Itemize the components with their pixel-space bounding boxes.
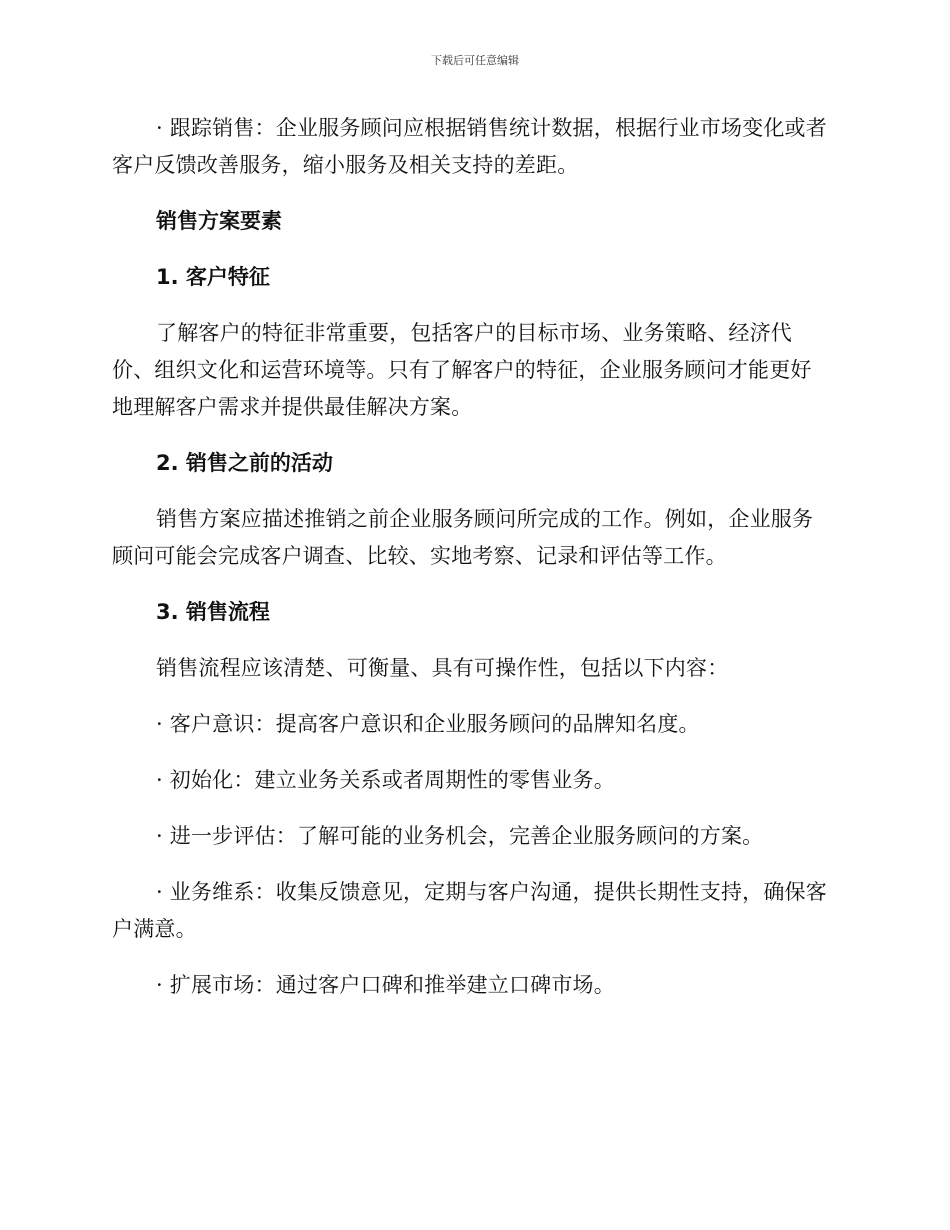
paragraph-pre-sales-activities: 销售方案应描述推销之前企业服务顾问所完成的工作。例如，企业服务顾问可能会完成客户调查、比较、实地考察、记录和评估等工作。: [112, 507, 814, 568]
bullet-further-evaluation: · 进一步评估：了解可能的业务机会，完善企业服务顾问的方案。: [156, 824, 764, 848]
subheading-customer-characteristics: 1. 客户特征: [156, 265, 270, 289]
bullet-customer-awareness: · 客户意识：提高客户意识和企业服务顾问的品牌知名度。: [156, 712, 700, 736]
subheading-sales-process: 3. 销售流程: [156, 600, 270, 624]
bullet-business-maintenance: · 业务维系：收集反馈意见，定期与客户沟通，提供长期性支持，确保客户满意。: [112, 880, 827, 941]
bullet-initialization: · 初始化：建立业务关系或者周期性的零售业务。: [156, 768, 615, 792]
document-body: [112, 110, 832, 1023]
bullet-expand-market: · 扩展市场：通过客户口碑和推举建立口碑市场。: [156, 973, 615, 997]
paragraph-customer-characteristics: 了解客户的特征非常重要，包括客户的目标市场、业务策略、经济代价、组织文化和运营环境等。只有了解客户的特征，企业服务顾问才能更好地理解客户需求并提供最佳解决方案。: [112, 321, 812, 419]
paragraph-sales-process-intro: 销售流程应该清楚、可衡量、具有可操作性，包括以下内容：: [156, 656, 729, 680]
section-heading-sales-plan-elements: 销售方案要素: [156, 209, 282, 233]
subheading-pre-sales-activities: 2. 销售之前的活动: [156, 451, 333, 475]
bullet-track-sales: · 跟踪销售：企业服务顾问应根据销售统计数据，根据行业市场变化或者客户反馈改善服务，缩小服务及相关支持的差距。: [112, 116, 827, 177]
page-header: 下载后可任意编辑: [431, 54, 519, 67]
